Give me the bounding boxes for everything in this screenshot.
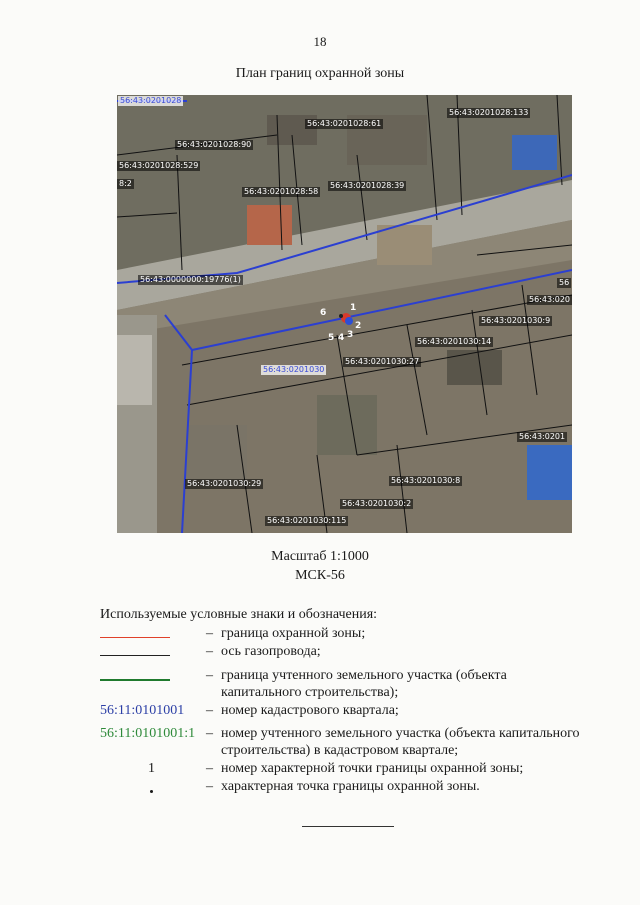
boundary-point-label: 2 bbox=[355, 321, 362, 331]
legend-description: граница охранной зоны; bbox=[221, 626, 366, 641]
map-label: 56:43:0000000:19776(1) bbox=[140, 275, 241, 284]
land-plot-number-symbol: 56:11:0101001:1 bbox=[100, 726, 196, 741]
map-label: 56:43:0201030 bbox=[263, 365, 325, 374]
map-label: 56:43:0201028 bbox=[120, 96, 182, 105]
map-label: 56:43:0201030:27 bbox=[345, 357, 420, 366]
cadastral-quarter-symbol: 56:11:0101001 bbox=[100, 703, 185, 718]
boundary-point-label: 5 bbox=[328, 333, 335, 343]
coordinate-system: МСК-56 bbox=[295, 568, 345, 583]
map-label: 56:43:0201028:529 bbox=[119, 161, 199, 170]
protection-zone-line-symbol bbox=[100, 637, 170, 638]
legend-dash: – bbox=[206, 644, 213, 659]
legend-dash: – bbox=[206, 761, 213, 776]
cadastral-map bbox=[117, 95, 572, 533]
land-plot-boundary-symbol bbox=[100, 679, 170, 681]
map-label: 56:43:0201028:39 bbox=[330, 181, 405, 190]
point-number-symbol: 1 bbox=[148, 761, 155, 776]
legend-description: граница учтенного земельного участка (объекта капитального строительства); bbox=[221, 668, 507, 700]
legend-item bbox=[100, 643, 580, 661]
boundary-point-label: 4 bbox=[338, 333, 345, 343]
document-title: План границ охранной зоны bbox=[235, 66, 405, 81]
legend-item bbox=[100, 778, 580, 796]
legend-dash: – bbox=[206, 668, 213, 683]
legend-description: характерная точка границы охранной зоны. bbox=[221, 779, 480, 794]
footer-rule bbox=[302, 826, 394, 827]
legend-description: номер учтенного земельного участка (объекта капитального строительства) в кадастровом квартале; bbox=[221, 726, 580, 758]
legend-dash: – bbox=[206, 703, 213, 718]
legend-item bbox=[100, 725, 580, 759]
legend-description: номер кадастрового квартала; bbox=[221, 703, 399, 718]
boundary-point-label: 3 bbox=[347, 330, 354, 340]
map-label: 56:43:0201028:61 bbox=[307, 119, 382, 128]
map-label: 56:43:0201028:133 bbox=[449, 108, 529, 117]
map-label: 56:43:0201028:58 bbox=[244, 187, 319, 196]
legend-dash: – bbox=[206, 626, 213, 641]
point-dot-symbol bbox=[150, 790, 153, 793]
boundary-point-label: 1 bbox=[350, 303, 357, 313]
map-label: 56:43:0201030:14 bbox=[417, 337, 492, 346]
legend-description: номер характерной точки границы охранной зоны; bbox=[221, 761, 524, 776]
map-label: 56:43:0201028:90 bbox=[177, 140, 252, 149]
map-label: 56:43:020 bbox=[529, 295, 571, 304]
map-label: 56:43:0201030:8 bbox=[391, 476, 461, 485]
legend-dash: – bbox=[206, 726, 213, 741]
map-label: 56:43:0201 bbox=[519, 432, 566, 441]
map-label: 56 bbox=[559, 278, 570, 287]
map-label: 8:2 bbox=[119, 179, 132, 188]
map-label: 56:43:0201030:29 bbox=[187, 479, 262, 488]
map-label: 56:43:0201030:2 bbox=[342, 499, 412, 508]
map-scale: Масштаб 1:1000 bbox=[271, 549, 369, 564]
legend-item bbox=[100, 667, 580, 701]
map-label: 56:43:0201030:115 bbox=[267, 516, 347, 525]
legend-item bbox=[100, 702, 580, 720]
boundary-point-label: 6 bbox=[320, 308, 327, 318]
map-label: 56:43:0201030:9 bbox=[481, 316, 551, 325]
legend-description: ось газопровода; bbox=[221, 644, 321, 659]
gas-pipeline-axis-symbol bbox=[100, 655, 170, 656]
legend-title: Используемые условные знаки и обозначения: bbox=[100, 607, 378, 622]
legend-item bbox=[100, 760, 580, 778]
legend-item bbox=[100, 625, 580, 643]
page-number: 18 bbox=[313, 34, 327, 49]
legend-dash: – bbox=[206, 779, 213, 794]
